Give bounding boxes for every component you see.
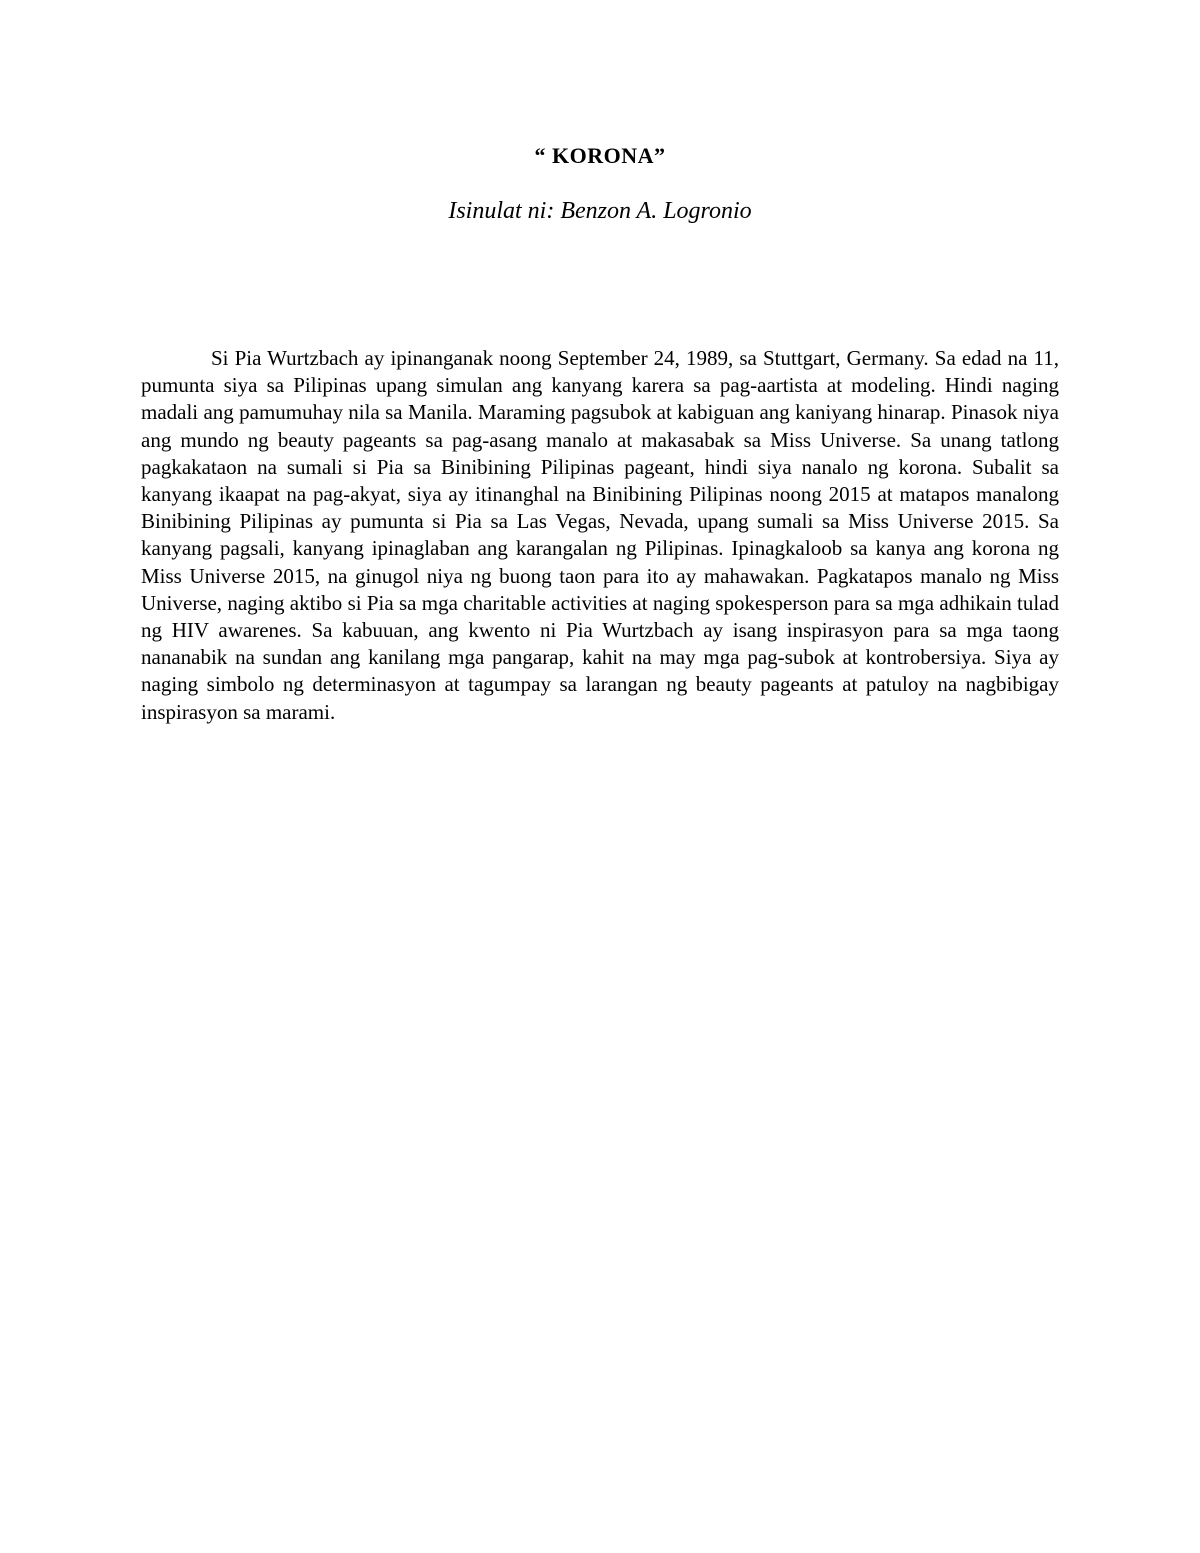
body-paragraph: Si Pia Wurtzbach ay ipinanganak noong September 24, 1989, sa Stuttgart, Germany. Sa edad na 11, pumunta siya sa Pilipinas upang simulan ang kanyang karera sa pag-aartista at modeling. Hindi naging madali ang pamumuhay nila sa Manila. Maraming pagsubok at kabiguan ang kaniyang hinarap. Pinasok niya ang mundo ng beauty pageants sa pag-asang manalo at makasabak sa Miss Universe. Sa unang tatlong pagkakataon na sumali si Pia sa Binibining Pilipinas pageant, hindi siya nanalo ng korona. Subalit sa kanyang ikaapat na pag-akyat, siya ay itinanghal na Binibining Pilipinas noong 2015 at matapos manalong Binibining Pilipinas ay pumunta si Pia sa Las Vegas, Nevada, upang sumali sa Miss Universe 2015. Sa kanyang pagsali, kanyang ipinaglaban ang karangalan ng Pilipinas. Ipinagkaloob sa kanya ang korona ng Miss Universe 2015, na ginugol niya ng buong taon para ito ay mahawakan. Pagkatapos manalo ng Miss Universe, naging aktibo si Pia sa mga charitable activities at naging spokesperson para sa mga adhikain tulad ng HIV awarenes. Sa kabuuan, ang kwento ni Pia Wurtzbach ay isang inspirasyon para sa mga taong nananabik na sundan ang kanilang mga pangarap, kahit na may mga pag-subok at kontrobersiya. Siya ay naging simbolo ng determinasyon at tagumpay sa larangan ng beauty pageants at patuloy na nagbibigay inspirasyon sa marami. bbox=[141, 346, 1059, 724]
author-line: Isinulat ni: Benzon A. Logronio bbox=[448, 198, 752, 224]
document-title: “ KORONA” bbox=[534, 143, 666, 168]
